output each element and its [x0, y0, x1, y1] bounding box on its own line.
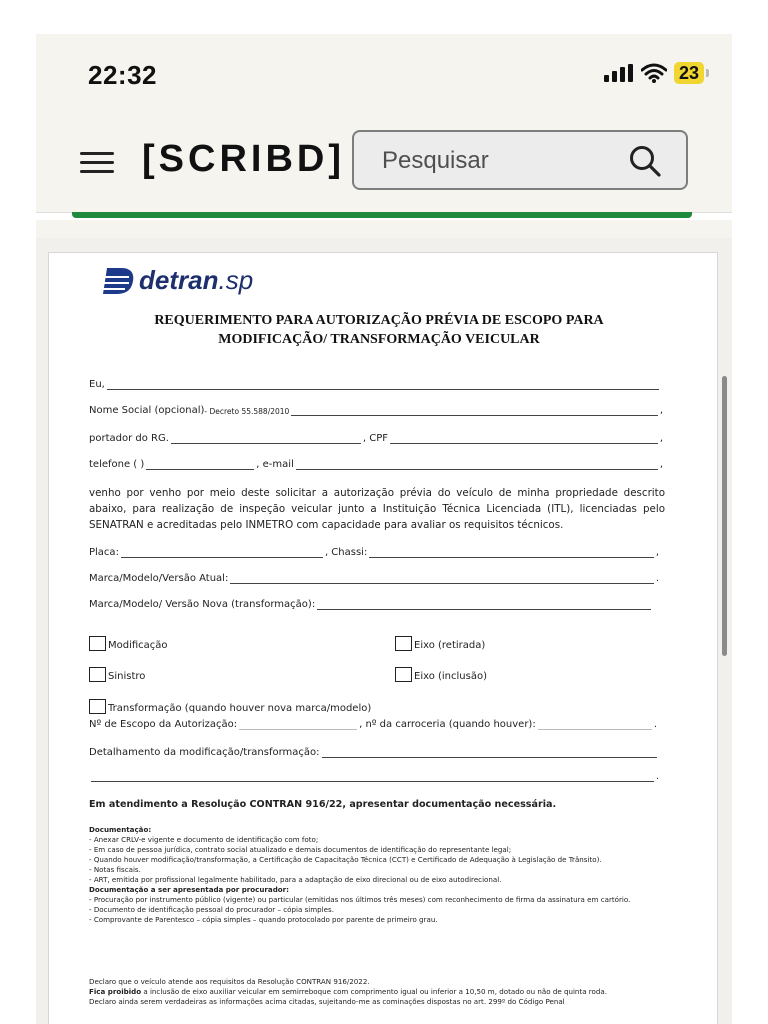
phone-screen	[36, 34, 732, 1024]
scrollbar[interactable]	[722, 376, 727, 656]
procurador-item: - Procuração por instrumento público (vigente) ou particular (emitidas nos últimos três meses) com reconhecimento de firma da assinatura em cartório.	[89, 895, 631, 904]
field-nome-social: Nome Social (opcional) - Decreto 55.588/2010 ,	[89, 405, 663, 416]
menu-icon[interactable]	[80, 152, 114, 174]
search-icon[interactable]	[628, 144, 662, 178]
checkbox-eixo-inclusao[interactable]: Eixo (inclusão)	[395, 667, 487, 682]
title-line-1: REQUERIMENTO PARA AUTORIZAÇÃO PRÉVIA DE ESCOPO PARA	[154, 313, 604, 328]
declaration-2: Declaro ainda serem verdadeiras as informações acima citadas, sujeitando-me as cominações dispostas no art. 299º do Código Penal	[89, 997, 565, 1006]
status-icons	[604, 62, 704, 84]
procurador-heading: Documentação a ser apresentada por procurador:	[89, 885, 290, 894]
cellular-signal-icon	[604, 64, 634, 82]
declaration-1: Declaro que o veículo atende aos requisitos da Resolução CONTRAN 916/2022.	[89, 977, 370, 986]
doc-item: - ART, emitida por profissional legalmente habilitado, para a adaptação de eixo direcional ou de eixo autodirecional.	[89, 875, 502, 884]
title-line-2: MODIFICAÇÃO/ TRANSFORMAÇÃO VEICULAR	[218, 332, 540, 347]
procurador-item: - Documento de identificação pessoal do procurador – cópia simples.	[89, 905, 334, 914]
wifi-icon	[641, 63, 667, 83]
app-header	[36, 114, 732, 212]
doc-item: - Em caso de pessoa jurídica, contrato social atualizado e demais documentos de identificação do representante legal;	[89, 845, 512, 854]
doc-item: - Anexar CRLV-e vigente e documento de identificação com foto;	[89, 835, 319, 844]
search-input[interactable]	[352, 130, 688, 190]
search-placeholder: Pesquisar	[382, 147, 489, 174]
field-rg-cpf: portador do RG. , CPF ,	[89, 433, 663, 444]
field-detalhamento: Detalhamento da modificação/transformação:	[89, 747, 659, 758]
field-escopo: Nº de Escopo da Autorização: , nº da carroceria (quando houver): .	[89, 719, 657, 730]
checkbox-box[interactable]	[89, 667, 106, 682]
checkbox-modificacao[interactable]: Modificação	[89, 636, 168, 651]
doc-item: - Quando houver modificação/transformação, a Certificação de Capacitação Técnica (CCT) e Certificado de Adequação à Legislação de Trânsito).	[89, 855, 602, 864]
battery-indicator: 23	[674, 62, 704, 84]
doc-item: - Notas fiscais.	[89, 865, 141, 874]
header-gap	[36, 220, 732, 238]
field-marca-atual: Marca/Modelo/Versão Atual: .	[89, 573, 659, 584]
document-title	[89, 311, 669, 349]
atendimento-note: Em atendimento a Resolução CONTRAN 916/22, apresentar documentação necessária.	[89, 799, 557, 810]
checkbox-box[interactable]	[89, 636, 106, 651]
scribd-logo[interactable]: [SCRIBD]	[142, 138, 345, 180]
prohibition-note: Fica proibido a inclusão de eixo auxiliar veicular em semirreboque com comprimento igual ou inferior a 10,50 m, dotado ou não de quinta roda.	[89, 987, 608, 996]
checkbox-box[interactable]	[395, 667, 412, 682]
field-eu: Eu,	[89, 379, 661, 390]
checkbox-sinistro[interactable]: Sinistro	[89, 667, 145, 682]
field-detalhamento-line2: .	[89, 771, 659, 782]
procurador-item: - Comprovante de Parentesco – cópia simples – quando protocolado por parente de primeiro grau.	[89, 915, 438, 924]
request-paragraph: venho por venho por meio deste solicitar a autorização prévia do veículo de minha propriedade descrito abaixo, para realização de inspeção veicular junto a Instituição Técnica Licenciada (ITL), licenciadas pelo SENATRAN e acreditadas pelo INMETRO com capacidade para avaliar os requisitos técnicos.	[89, 487, 665, 531]
documentation-heading: Documentação:	[89, 825, 152, 834]
detran-wordmark: detran.sp	[139, 265, 254, 295]
checkbox-transformacao[interactable]: Transformação (quando houver nova marca/modelo)	[89, 699, 371, 714]
reading-progress-bar	[72, 212, 692, 218]
checkbox-box[interactable]	[89, 699, 106, 714]
detran-emblem-icon	[103, 268, 135, 294]
document-page	[48, 252, 718, 1024]
checkbox-box[interactable]	[395, 636, 412, 651]
status-time: 22:32	[88, 60, 157, 90]
document-viewer[interactable]	[36, 238, 732, 1024]
field-marca-nova: Marca/Modelo/ Versão Nova (transformação):	[89, 599, 653, 610]
status-bar	[36, 34, 732, 114]
checkbox-eixo-retirada[interactable]: Eixo (retirada)	[395, 636, 485, 651]
declaration-section	[89, 977, 667, 1007]
detran-logo	[103, 265, 253, 296]
field-placa-chassi: Placa: , Chassi: ,	[89, 547, 659, 558]
field-telefone-email: telefone ( ) , e-mail ,	[89, 459, 663, 470]
documentation-section	[89, 825, 667, 925]
